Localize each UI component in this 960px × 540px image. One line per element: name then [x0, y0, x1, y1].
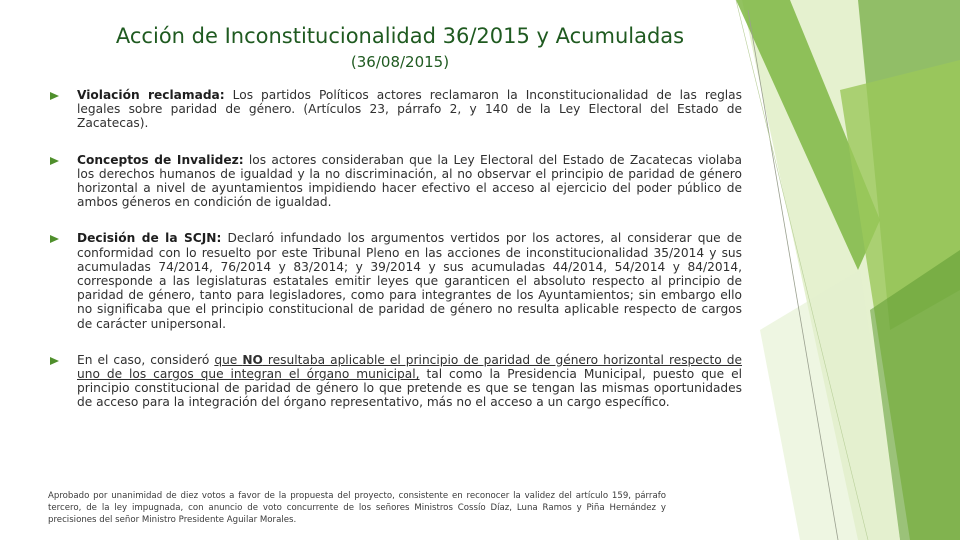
bullet-conceptos-invalidez	[48, 153, 742, 210]
bullet-arrow-icon	[50, 157, 59, 165]
bullet-violacion-reclamada	[48, 88, 742, 131]
bullet-decision-scjn	[48, 231, 742, 330]
bullet-text: Los partidos Políticos actores reclamaron la Inconstitucionalidad de las reglas legales sobre paridad de género. (Artículos 23, párrafo 2, y 140 de la Ley Electoral del Estado de Zacatecas).	[77, 88, 743, 131]
footer-note: Aprobado por unanimidad de diez votos a favor de la propuesta del proyecto, consistente en reconocer la validez del artículo 159, párrafo tercero, de la ley impugnada, con anuncio de voto concurrente de los señores Ministros Cossío Díaz, Luna Ramos y Piña Hernández y precisiones del señor Ministro Presidente Aguilar Morales.	[48, 491, 666, 526]
bullet-label: Violación reclamada:	[77, 88, 225, 102]
bullet-text: Declaró infundado los argumentos vertidos por los actores, al considerar que de conformidad con lo resuelto por este Tribunal Pleno en las acciones de inconstitucionalidad 35/2014 y sus acumuladas 74/2014, 76/2014 y 83/2014; y 39/2014 y sus acumuladas 44/2014, 54/2014 y 84/2014, corresponde a las legislaturas estatales emitir leyes que garanticen el absoluto respecto al principio de paridad de género, tanto para legisladores, como para integrantes de los Ayuntamientos; sin embargo ello no significaba que el principio constitucional de paridad de género no resulta aplicable respecto de cargos de carácter unipersonal.	[77, 231, 743, 331]
underlined-text-post: resultaba aplicable el principio de paridad de género horizontal respecto de uno de los cargos que integran el órgano municipal,	[77, 352, 742, 382]
bullet-label: Conceptos de Invalidez:	[77, 152, 244, 167]
bullet-text: En el caso, consideró	[77, 352, 215, 367]
bullet-arrow-icon	[50, 92, 59, 100]
bullet-en-el-caso	[48, 353, 742, 410]
slide-title: Acción de Inconstitucionalidad 36/2015 y Acumuladas	[115, 24, 685, 48]
bullet-arrow-icon	[50, 357, 59, 365]
bullet-label: Decisión de la SCJN:	[77, 231, 222, 246]
bullet-text: los actores consideraban que la Ley Electoral del Estado de Zacatecas violaba los derechos humanos de igualdad y la no discriminación, al no observar el principio de paridad de género horizontal a nivel de ayuntamientos impidiendo hacer efectivo el acceso al ejercicio del poder público de ambos géneros en condición de igualdad.	[77, 152, 742, 210]
slide-subtitle: (36/08/2015)	[350, 53, 450, 71]
underlined-text-pre: que	[214, 352, 243, 367]
bullet-arrow-icon	[50, 235, 59, 243]
bullet-list	[48, 88, 742, 410]
underlined-emphasis: NO	[242, 352, 263, 367]
bullet-text-end: tal como la Presidencia Municipal, puesto que el principio constitucional de paridad de género lo que pretende es que se tengan las mismas oportunidades de acceso para la integración del órgano representativo, más no el acceso a un cargo específico.	[77, 367, 742, 410]
